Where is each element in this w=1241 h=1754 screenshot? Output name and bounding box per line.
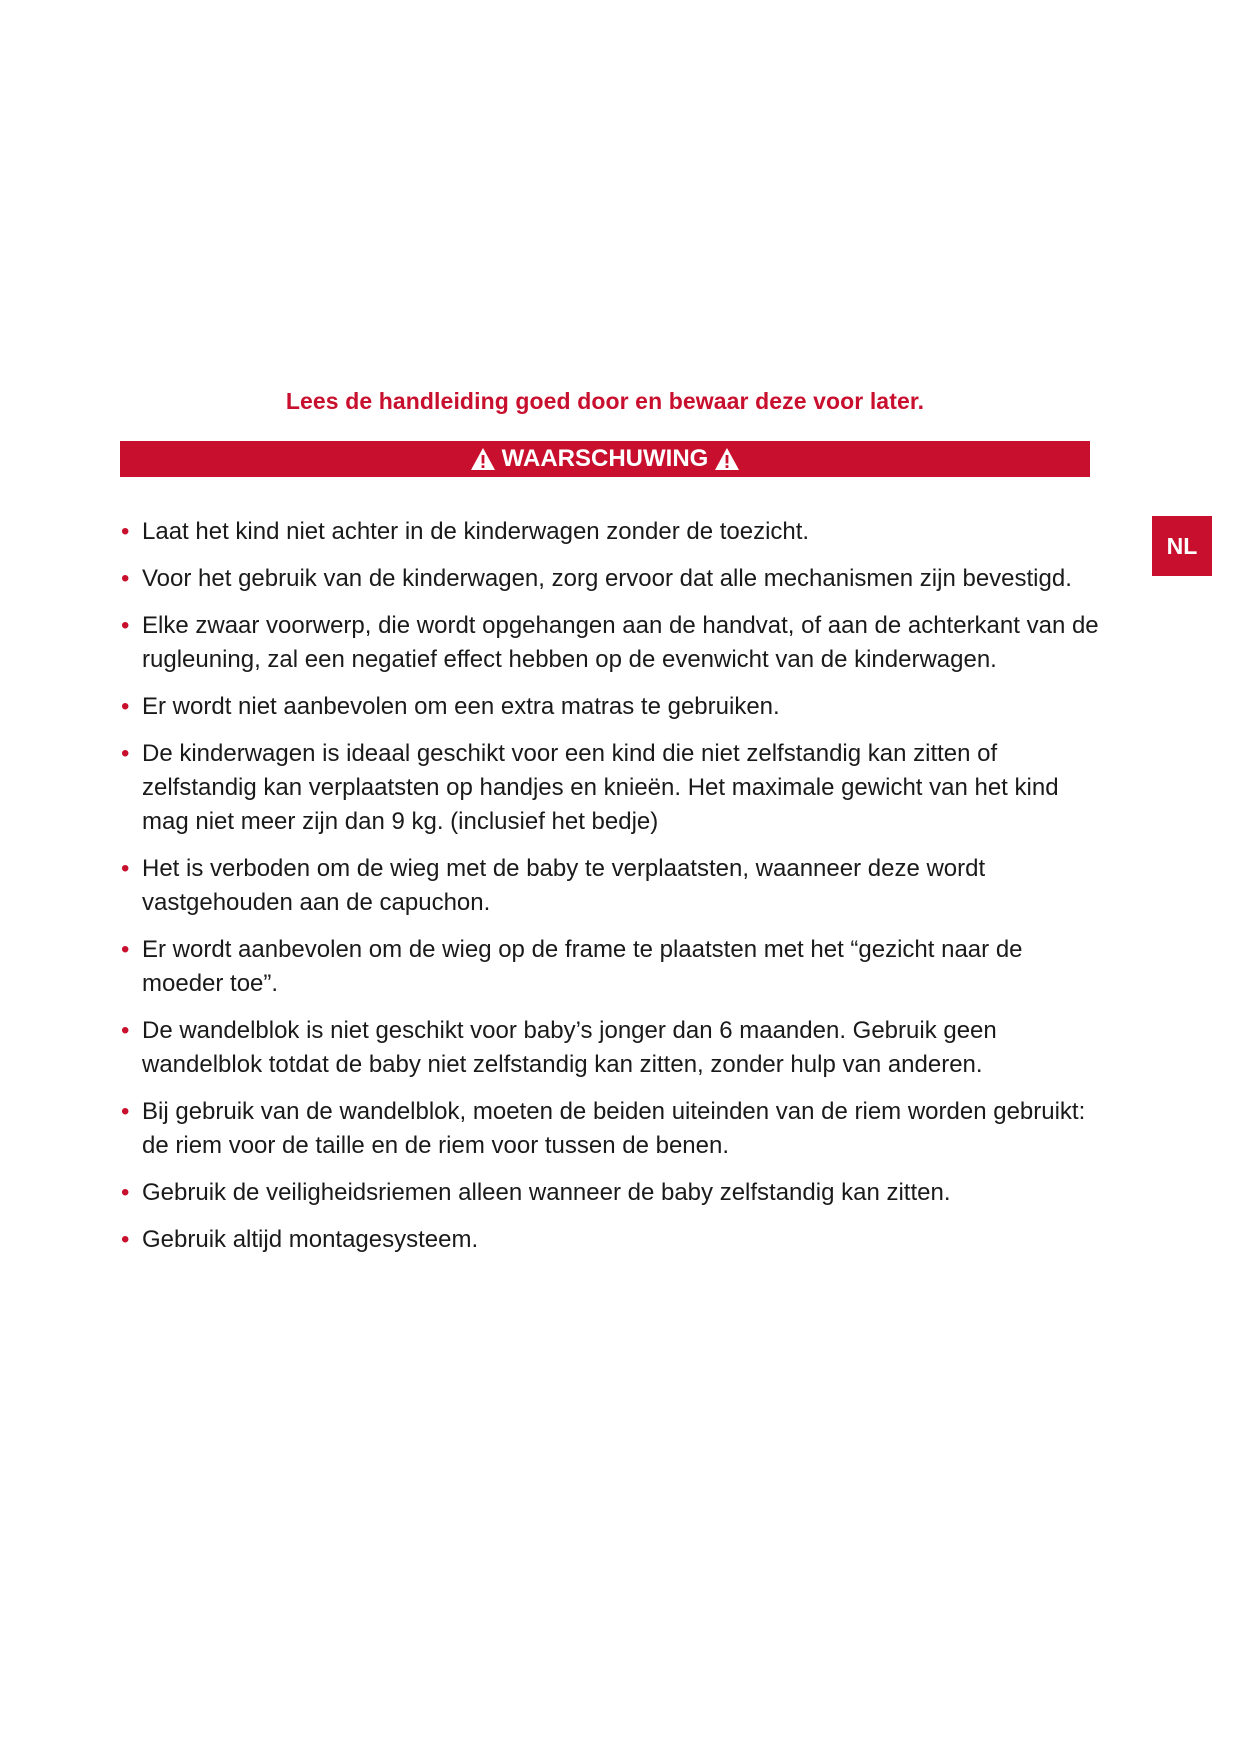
list-item-text: Er wordt niet aanbevolen om een extra matras te gebruiken. bbox=[142, 693, 780, 720]
warning-triangle-icon bbox=[470, 447, 496, 471]
list-item-text: De wandelblok is niet geschikt voor baby’s jonger dan 6 maanden. Gebruik geen wandelblok totdat de baby niet zelfstandig kan zitten, zonder hulp van anderen. bbox=[142, 1017, 997, 1078]
list-item bbox=[120, 933, 1100, 1001]
warning-banner bbox=[120, 441, 1090, 477]
language-tab: NL bbox=[1152, 516, 1212, 576]
list-item-text: Gebruik de veiligheidsriemen alleen wanneer de baby zelfstandig kan zitten. bbox=[142, 1179, 951, 1206]
warning-list bbox=[120, 515, 1100, 1270]
bullet-icon: • bbox=[121, 565, 130, 592]
list-item-text: Laat het kind niet achter in de kinderwagen zonder de toezicht. bbox=[142, 518, 810, 545]
list-item bbox=[120, 737, 1100, 839]
list-item-text: Elke zwaar voorwerp, die wordt opgehangen aan de handvat, of aan de achterkant van de rugleuning, zal een negatief effect hebben op de evenwicht van de kinderwagen. bbox=[142, 612, 1099, 673]
bullet-icon: • bbox=[121, 1179, 130, 1206]
list-item bbox=[120, 1223, 1100, 1257]
list-item bbox=[120, 1176, 1100, 1210]
list-item-text: Gebruik altijd montagesysteem. bbox=[142, 1226, 479, 1253]
bullet-icon: • bbox=[121, 518, 130, 545]
intro-notice: Lees de handleiding goed door en bewaar deze voor later. bbox=[285, 388, 925, 414]
bullet-icon: • bbox=[121, 612, 130, 639]
list-item-text: Bij gebruik van de wandelblok, moeten de beiden uiteinden van de riem worden gebruikt: de riem voor de taille en de riem voor tussen de benen. bbox=[142, 1098, 1086, 1159]
list-item bbox=[120, 562, 1100, 596]
bullet-icon: • bbox=[121, 1017, 130, 1044]
list-item bbox=[120, 515, 1100, 549]
list-item-text: Het is verboden om de wieg met de baby te verplaatsten, waanneer deze wordt vastgehouden aan de capuchon. bbox=[142, 855, 986, 916]
list-item bbox=[120, 690, 1100, 724]
bullet-icon: • bbox=[121, 740, 130, 767]
list-item-text: De kinderwagen is ideaal geschikt voor een kind die niet zelfstandig kan zitten of zelfstandig kan verplaatsten op handjes en knieën. Het maximale gewicht van het kind mag niet meer zijn dan 9 kg. (inclusief het bedje) bbox=[142, 740, 1059, 835]
bullet-icon: • bbox=[121, 936, 130, 963]
list-item-text: Voor het gebruik van de kinderwagen, zorg ervoor dat alle mechanismen zijn bevestigd. bbox=[142, 565, 1072, 592]
bullet-icon: • bbox=[121, 1226, 130, 1253]
bullet-icon: • bbox=[121, 693, 130, 720]
list-item bbox=[120, 852, 1100, 920]
warning-triangle-icon bbox=[714, 447, 740, 471]
bullet-icon: • bbox=[121, 1098, 130, 1125]
warning-title: WAARSCHUWING bbox=[501, 445, 709, 472]
list-item-text: Er wordt aanbevolen om de wieg op de frame te plaatsten met het “gezicht naar de moeder toe”. bbox=[142, 936, 1023, 997]
list-item bbox=[120, 1095, 1100, 1163]
list-item bbox=[120, 1014, 1100, 1082]
bullet-icon: • bbox=[121, 855, 130, 882]
list-item bbox=[120, 609, 1100, 677]
